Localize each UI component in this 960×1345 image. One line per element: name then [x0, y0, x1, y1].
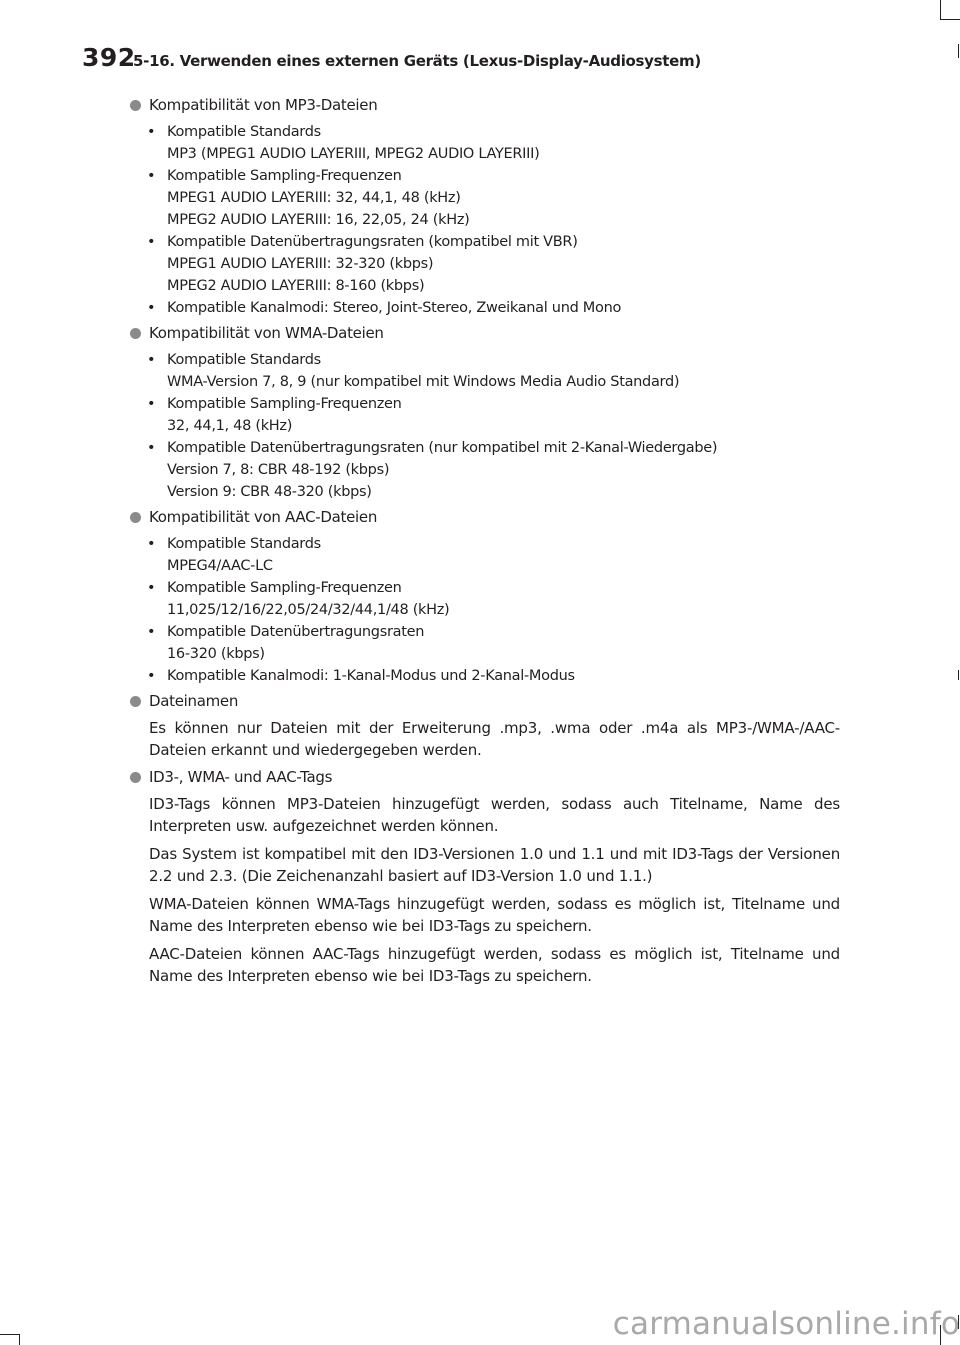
section-heading-text: Kompatibilität von AAC-Dateien: [149, 508, 378, 526]
list-bullet-icon: •: [147, 624, 156, 640]
paragraph: ID3-Tags können MP3-Dateien hinzugefügt werden, sodass auch Titelname, Name des Interpreten usw. aufgezeichnet werden können.: [149, 795, 840, 835]
section-title: 5-16. Verwenden eines externen Geräts (Lexus-Display-Audiosystem): [133, 52, 701, 70]
watermark-url: carmanualsonline.info: [612, 1306, 960, 1342]
list-item-line: Kompatible Kanalmodi: Stereo, Joint-Stereo, Zweikanal und Mono: [167, 300, 622, 316]
list-item-line: Kompatible Standards: [167, 352, 321, 368]
list-item-line: Kompatible Standards: [167, 124, 321, 140]
list-item-line: Kompatible Standards: [167, 536, 321, 552]
paragraph: AAC-Dateien können AAC-Tags hinzugefügt werden, sodass es möglich ist, Titelname und Name des Interpreten ebenso wie bei ID3-Tags zu speichern.: [149, 945, 840, 985]
heading-bullet-icon: [130, 772, 141, 783]
paragraph: Es können nur Dateien mit der Erweiterung .mp3, .wma oder .m4a als MP3-/WMA-/AAC-Dateien erkannt und wiedergegeben werden.: [149, 719, 840, 759]
paragraph: Das System ist kompatibel mit den ID3-Versionen 1.0 und 1.1 und mit ID3-Tags der Versionen 2.2 und 2.3. (Die Zeichenanzahl basiert auf ID3-Version 1.0 und 1.1.): [149, 845, 840, 885]
heading-bullet-icon: [130, 100, 141, 111]
list-item-line: WMA-Version 7, 8, 9 (nur kompatibel mit Windows Media Audio Standard): [167, 374, 680, 390]
section-heading: [130, 766, 840, 788]
content-section: [130, 690, 840, 761]
list-item-line: Kompatible Sampling-Frequenzen: [167, 580, 402, 596]
list-bullet-icon: •: [147, 668, 156, 684]
crop-mark: [0, 1334, 20, 1335]
list-item-line: 32, 44,1, 48 (kHz): [167, 418, 293, 434]
section-heading: [130, 94, 840, 116]
section-heading: [130, 506, 840, 528]
list-item-line: MPEG4/AAC-LC: [167, 558, 273, 574]
list-item-line: Kompatible Datenübertragungsraten: [167, 624, 425, 640]
list-item: [130, 231, 840, 297]
content-section: [130, 766, 840, 987]
section-heading: [130, 690, 840, 712]
list-bullet-icon: •: [147, 580, 156, 596]
list-item: [130, 393, 840, 437]
section-heading-text: Kompatibilität von WMA-Dateien: [149, 324, 384, 342]
content-section: [130, 94, 840, 322]
list-bullet-icon: •: [147, 396, 156, 412]
list-item-line: MPEG2 AUDIO LAYERIII: 16, 22,05, 24 (kHz): [167, 212, 470, 228]
list-item: [130, 165, 840, 231]
list-item-line: MPEG1 AUDIO LAYERIII: 32, 44,1, 48 (kHz): [167, 190, 461, 206]
list-item-line: Kompatible Sampling-Frequenzen: [167, 168, 402, 184]
list-item: [130, 297, 840, 319]
list-bullet-icon: •: [147, 234, 156, 250]
list-bullet-icon: •: [147, 440, 156, 456]
list-item: [130, 349, 840, 393]
list-item-line: MP3 (MPEG1 AUDIO LAYERIII, MPEG2 AUDIO LAYERIII): [167, 146, 540, 162]
list-bullet-icon: •: [147, 352, 156, 368]
heading-bullet-icon: [130, 696, 141, 707]
list-item: [130, 577, 840, 621]
page-header: [82, 40, 882, 80]
section-heading-text: Kompatibilität von MP3-Dateien: [149, 96, 378, 114]
list-item: [130, 121, 840, 165]
list-bullet-icon: •: [147, 536, 156, 552]
list-item-line: Version 9: CBR 48-320 (kbps): [167, 484, 372, 500]
content-section: [130, 506, 840, 690]
list-item-line: Kompatible Kanalmodi: 1-Kanal-Modus und 2-Kanal-Modus: [167, 668, 575, 684]
content-section: [130, 322, 840, 506]
crop-mark: [941, 19, 960, 20]
list-bullet-icon: •: [147, 168, 156, 184]
list-item-line: Kompatible Datenübertragungsraten (kompatibel mit VBR): [167, 234, 578, 250]
page-content: [130, 94, 840, 992]
list-item-line: Kompatible Datenübertragungsraten (nur kompatibel mit 2-Kanal-Wiedergabe): [167, 440, 718, 456]
crop-mark: [940, 0, 941, 20]
section-heading-text: Dateinamen: [149, 692, 239, 710]
list-item: [130, 437, 840, 503]
list-item-line: MPEG2 AUDIO LAYERIII: 8-160 (kbps): [167, 278, 425, 294]
crop-mark: [958, 670, 959, 680]
list-item: [130, 533, 840, 577]
list-item-line: 16-320 (kbps): [167, 646, 265, 662]
list-item: [130, 621, 840, 665]
crop-mark: [19, 1334, 20, 1345]
heading-bullet-icon: [130, 328, 141, 339]
paragraph: WMA-Dateien können WMA-Tags hinzugefügt werden, sodass es möglich ist, Titelname und Name des Interpreten ebenso wie bei ID3-Tags zu speichern.: [149, 895, 840, 935]
list-bullet-icon: •: [147, 300, 156, 316]
list-item-line: 11,025/12/16/22,05/24/32/44,1/48 (kHz): [167, 602, 450, 618]
section-heading: [130, 322, 840, 344]
crop-mark: [958, 44, 959, 58]
list-item-line: Version 7, 8: CBR 48-192 (kbps): [167, 462, 390, 478]
list-item-line: Kompatible Sampling-Frequenzen: [167, 396, 402, 412]
page-number: 392: [82, 43, 136, 72]
list-item-line: MPEG1 AUDIO LAYERIII: 32-320 (kbps): [167, 256, 434, 272]
list-bullet-icon: •: [147, 124, 156, 140]
section-heading-text: ID3-, WMA- und AAC-Tags: [149, 768, 333, 786]
list-item: [130, 665, 840, 687]
heading-bullet-icon: [130, 512, 141, 523]
